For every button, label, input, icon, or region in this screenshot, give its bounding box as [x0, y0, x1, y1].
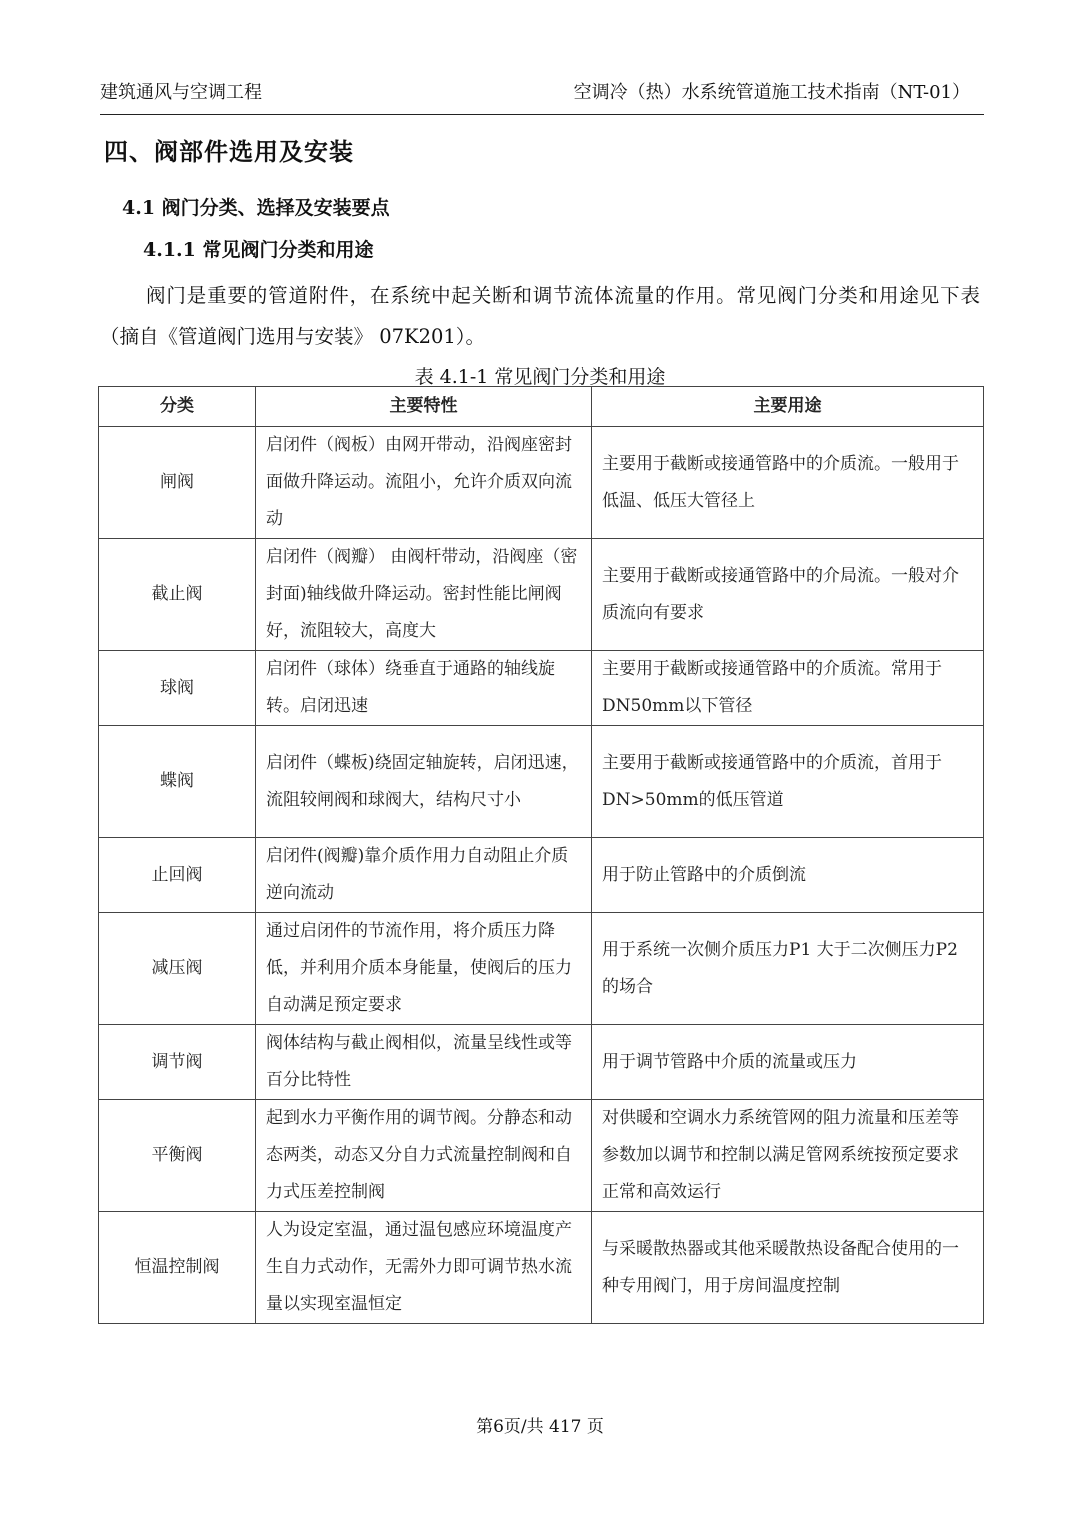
row-category: 球阀 — [99, 651, 256, 726]
row-use: 用于调节管路中介质的流量或压力 — [592, 1025, 984, 1100]
row-feature: 起到水力平衡作用的调节阀。分静态和动态两类，动态又分自力式流量控制阀和自力式压差控制阀 — [256, 1100, 592, 1212]
header-use: 主要用途 — [592, 387, 984, 427]
valve-table — [98, 386, 984, 1324]
row-category: 截止阀 — [99, 539, 256, 651]
table-row — [99, 1212, 984, 1324]
row-feature: 启闭件(阀瓣)靠介质作用力自动阻止介质逆向流动 — [256, 838, 592, 913]
subsection-title: 4.1.1 常见阀门分类和用途 — [143, 239, 374, 261]
row-category: 调节阀 — [99, 1025, 256, 1100]
table-row — [99, 726, 984, 838]
row-feature: 通过启闭件的节流作用，将介质压力降低，并利用介质本身能量，使阀后的压力自动满足预定要求 — [256, 913, 592, 1025]
table-row — [99, 838, 984, 913]
chapter-title: 四、阀部件选用及安装 — [104, 137, 354, 166]
row-use: 主要用于截断或接通管路中的介局流。一般对介质流向有要求 — [592, 539, 984, 651]
row-feature: 启闭件（阀瓣） 由阀杆带动，沿阀座（密封面)轴线做升降运动。密封性能比闸阀好，流阻较大，高度大 — [256, 539, 592, 651]
row-feature: 人为设定室温，通过温包感应环境温度产生自力式动作，无需外力即可调节热水流量以实现室温恒定 — [256, 1212, 592, 1324]
header-left-title: 建筑通风与空调工程 — [100, 82, 262, 103]
row-feature: 阀体结构与截止阀相似，流量呈线性或等百分比特性 — [256, 1025, 592, 1100]
table-row — [99, 913, 984, 1025]
row-use: 主要用于截断或接通管路中的介质流。常用于DN50mm以下管径 — [592, 651, 984, 726]
table-row — [99, 1100, 984, 1212]
section-title: 4.1 阀门分类、选择及安装要点 — [122, 197, 390, 219]
table-row — [99, 1025, 984, 1100]
row-feature: 启闭件（阀板）由网开带动，沿阀座密封面做升降运动。流阻小，允许介质双向流动 — [256, 427, 592, 539]
row-use: 与采暖散热器或其他采暖散热设备配合使用的一种专用阀门，用于房间温度控制 — [592, 1212, 984, 1324]
table-caption: 表 4.1-1 常见阀门分类和用途 — [414, 366, 666, 388]
row-category: 止回阀 — [99, 838, 256, 913]
page-header — [100, 78, 984, 115]
row-category: 闸阀 — [99, 427, 256, 539]
row-feature: 启闭件（蝶板)绕固定轴旋转，启闭迅速，流阻较闸阀和球阀大，结构尺寸小 — [256, 726, 592, 838]
row-use: 对供暖和空调水力系统管网的阻力流量和压差等参数加以调节和控制以满足管网系统按预定要求正常和高效运行 — [592, 1100, 984, 1212]
page-number: 第6页/共 417 页 — [476, 1417, 604, 1437]
table-row — [99, 427, 984, 539]
row-category: 平衡阀 — [99, 1100, 256, 1212]
intro-paragraph: 阀门是重要的管道附件，在系统中起关断和调节流体流量的作用。常见阀门分类和用途见下表（摘自《管道阀门选用与安装》 07K201）。 — [100, 284, 980, 348]
row-use: 主要用于截断或接通管路中的介质流，首用于DN>50mm的低压管道 — [592, 726, 984, 838]
table-header-row — [99, 387, 984, 427]
header-right-title: 空调冷（热）水系统管道施工技术指南（NT-01） — [573, 82, 970, 103]
row-use: 用于系统一次侧介质压力P1 大于二次侧压力P2 的场合 — [592, 913, 984, 1025]
row-feature: 启闭件（球体）绕垂直于通路的轴线旋转。启闭迅速 — [256, 651, 592, 726]
header-category: 分类 — [99, 387, 256, 427]
row-category: 蝶阀 — [99, 726, 256, 838]
row-use: 用于防止管路中的介质倒流 — [592, 838, 984, 913]
table-row — [99, 539, 984, 651]
table-row — [99, 651, 984, 726]
row-category: 恒温控制阀 — [99, 1212, 256, 1324]
row-use: 主要用于截断或接通管路中的介质流。一般用于低温、低压大管径上 — [592, 427, 984, 539]
header-feature: 主要特性 — [256, 387, 592, 427]
row-category: 减压阀 — [99, 913, 256, 1025]
